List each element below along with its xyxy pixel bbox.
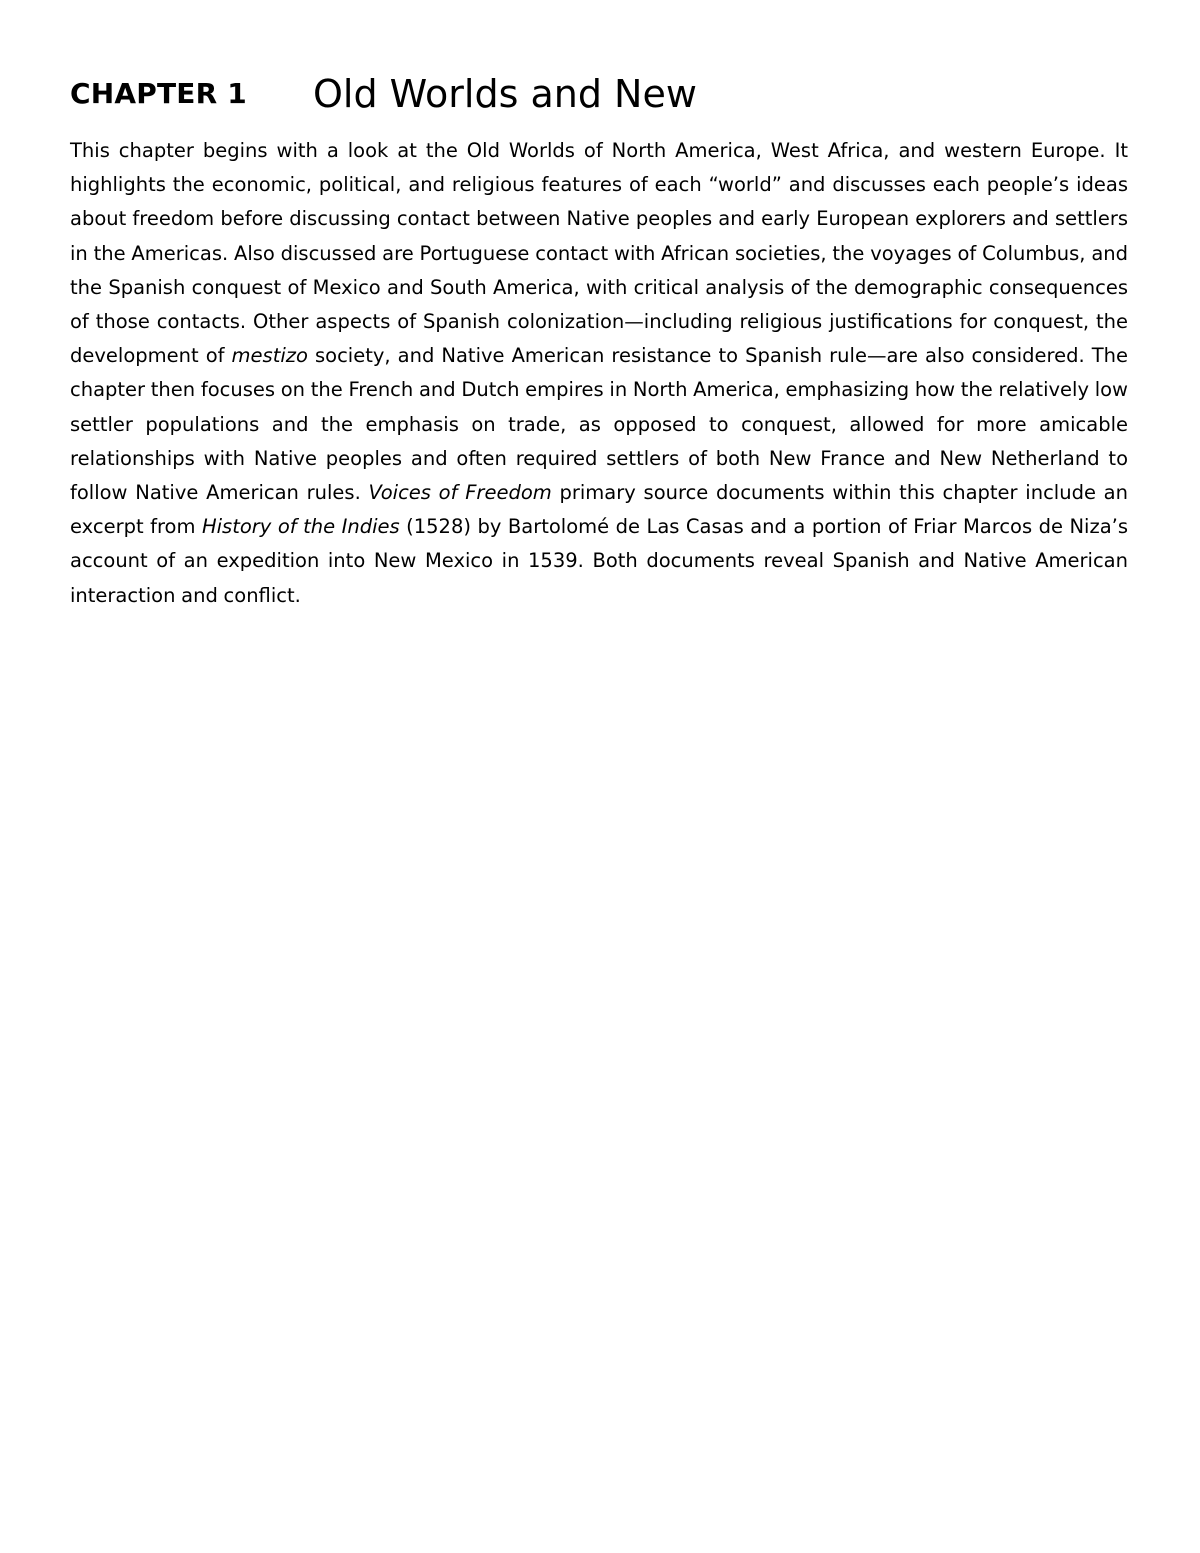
summary-text-2: society, and Native American resistance to Spanish rule—are also considered. The chapter then focuses on the French and Dutch empires in North America, emphasizing how the relatively low settler populations and the emphasis on trade, as opposed to conquest, allowed for more amicable relationships with Native peoples and often required settlers of both New France and New Netherland to follow Native American rules. — [70, 344, 1128, 505]
chapter-title: Old Worlds and New — [313, 72, 697, 116]
italic-title-history-of-the-indies: History of the Indies — [201, 515, 400, 539]
summary-text-4: (1528) by Bartolomé de Las Casas and a portion of Friar Marcos de Niza’s account of an expedition into New Mexico in 1539. Both documents reveal Spanish and Native American interaction and conflict. — [70, 515, 1129, 607]
summary-text-1: This chapter begins with a look at the Old Worlds of North America, West Africa, and western Europe. It highlights the economic, political, and religious features of each “world” and discusses each people’s ideas about freedom before discussing contact between Native peoples and early European explorers and settlers in the Americas. Also discussed are Portuguese contact with African societies, the voyages of Columbus, and the Spanish conquest of Mexico and South America, with critical analysis of the demographic consequences of those contacts. Other aspects of Spanish colonization—including religious justifications for conquest, the development of — [70, 139, 1128, 368]
chapter-label: CHAPTER 1 — [70, 77, 247, 110]
summary-text-3: primary source documents within this chapter include an excerpt from — [70, 481, 1128, 539]
chapter-heading — [70, 72, 1130, 120]
italic-title-voices-of-freedom: Voices of Freedom — [368, 481, 552, 505]
italic-term-mestizo: mestizo — [231, 344, 308, 368]
chapter-summary — [70, 134, 1128, 613]
